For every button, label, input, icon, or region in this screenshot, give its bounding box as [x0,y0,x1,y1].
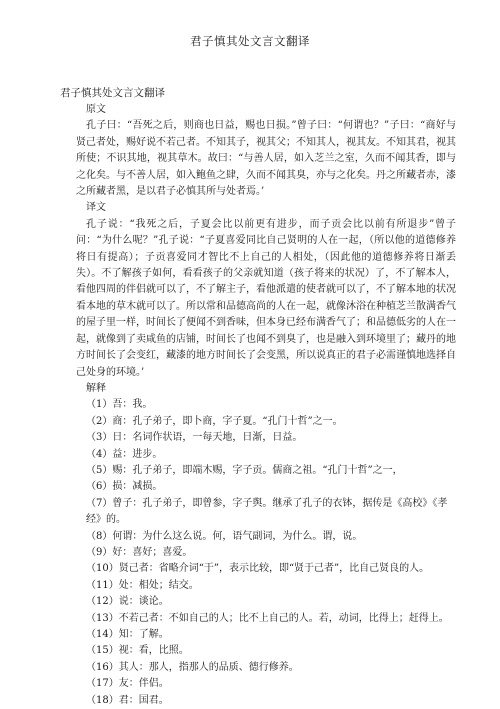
note-item: （5）赐：孔子弟子，即端木赐，字子贡。儒商之祖。“孔门十哲”之一， [86,464,403,476]
note-item: （9）好：喜好；喜爱。 [86,546,193,558]
note-item: （13）不若己者：不如自己的人；比不上自己的人。若，动词，比得上；赶得上。 [86,612,449,624]
document-body [76,102,456,709]
note-item: （2）商：孔子弟子，即卜商，字子夏。“孔门十哲”之一。 [86,415,343,427]
note-item: （3）日：名词作状语，一每天地，日渐，日益。 [86,432,303,444]
page-title: 君子慎其处文言文翻译 [190,34,310,48]
note-item: （8）何谓：为什么这么说。何，语气副词，为什么。谓，说。 [86,530,363,542]
note-item: （16）其人：那人，指那人的品质、德行修养。 [86,661,299,673]
note-item: （12）说：谈论。 [86,596,169,608]
note-item: （17）友：伴侣。 [86,678,169,690]
note-item: （6）损：减损。 [86,481,163,493]
document-subtitle: 君子慎其处文言文翻译 [60,87,165,99]
notes-heading: 解释 [86,382,106,394]
note-item: （14）知：了解。 [86,629,169,640]
original-heading: 原文 [86,104,106,115]
translation-text: 孔子说：“我死之后，子夏会比以前更有进步，而子贡会比以前有所退步”曾子问：“为什么呢？”孔子说：“子夏喜爱同比自己贤明的人在一起，（所以他的道德修养将日有提高）；子贡喜爱同才智比不上自己的人相处，（因此他的道德修养将日渐丢失）。不了解孩子如何，看看孩子的父亲就知道（孩子将来的状况）了，不了解本人，看他四周的伴侣就可以了，不了解主子，看他派遣的使者就可以了，不了解本地的状况看本地的草木就可以了。所以常和品德高尚的人在一起，就像沐浴在种植芝兰散满香气的屋子里一样，时间长了便闻不到香味，但本身已经布满香气了；和品德低劣的人在一起，就像到了卖咸鱼的店铺，时间长了也闻不到臭了，也是融入到环境里了；藏丹的地方时间长了会变红，藏漆的地方时间长了会变黑，所以说真正的君子必需谨慎地选择自己处身的环境。’ [76,218,456,378]
translation-heading: 译文 [86,202,106,214]
note-item: （1）吾：我。 [86,399,153,411]
original-text: 孔子曰：“吾死之后，则商也日益，赐也日损。”曾子曰：“何谓也？”子曰：“商好与贤己者处，赐好说不若己者。不知其子，视其父；不知其人，视其友。不知其君，视其所使；不识其地，视其草木。故曰：“与善人居，如入芝兰之室，久而不闻其香，即与之化矣。与不善人居，如入鲍鱼之肆，久而不闻其臭，亦与之化矣。丹之所藏者赤，漆之所藏者黑，是以君子必慎其所与处者焉。’ [76,120,456,198]
note-item: （7）曾子：孔子弟子，即曾参，字子舆。继承了孔子的衣钵，据传是《高校》《孝经》的。 [86,497,448,526]
note-item: （4）益：进步。 [86,448,163,460]
note-item: （15）视：看，比照。 [86,645,189,657]
note-item: （11）处：相处；结交。 [86,579,199,591]
note-item: （10）贤己者：省略介词“于”，表示比较，即“贤于己者”，比自己贤良的人。 [86,563,430,575]
note-item: （18）君：国君。 [86,694,169,706]
